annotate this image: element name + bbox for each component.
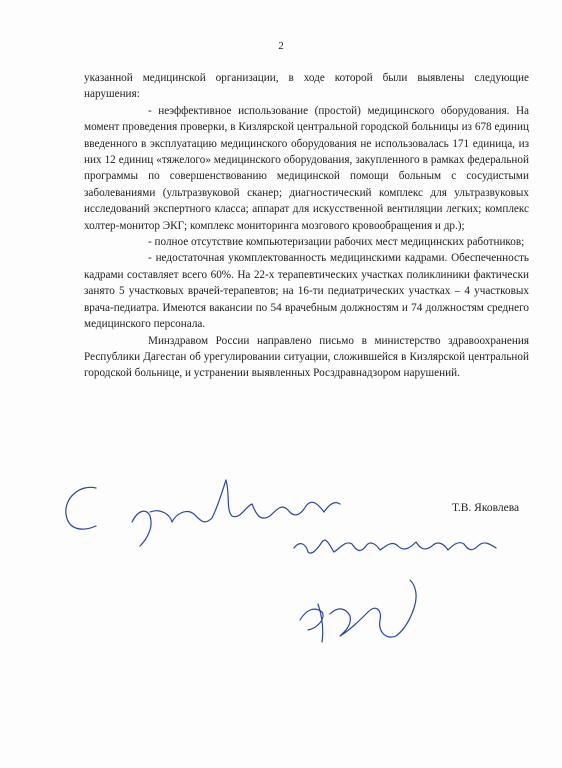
handwriting-s <box>66 487 96 529</box>
handwriting-uvazheniem <box>294 540 496 553</box>
paragraph-staffing: - недостаточная укомплектованность медицинскими кадрами. Обеспеченность кадрами составляет всего 60%. На 22-х терапевтических участках поликлиники фактически занято 5 участковых врачей-терапевтов; на 16-ти педиатрических участках – 4 участковых врача-педиатра. Имеются вакансии по 54 врачебным должностям и 74 должностям среднего медицинского персонала. <box>84 252 529 331</box>
paragraph-computerization: - полное отсутствие компьютеризации рабочих мест медицинских работников; <box>148 236 525 249</box>
signature-mark <box>300 580 416 642</box>
paragraph-ministry-letter: Минздравом России направлено письмо в министерство здравоохранения Республики Дагестан об урегулировании ситуации, сложившейся в Кизлярской центральной городской больнице, и устранении выявленных Росздравнадзором нарушений. <box>84 334 529 380</box>
page-number: 2 <box>278 40 284 52</box>
signer-name: Т.В. Яковлева <box>452 502 520 514</box>
paragraph-intro: указанной медицинской организации, в ходе которой были выявлены следующие нарушения: <box>84 72 529 101</box>
paragraph-equipment: - неэффективное использование (простой) медицинского оборудования. На момент проведения проверки, в Кизлярской центральной городской больницы из 678 единиц введенного в эксплуатацию медицинского оборудования не использовалась 171 единица, из них 12 единиц «тяжелого» медицинского оборудования, закупленного в рамках федеральной программы по совершенствованию медицинской помощи больным с сосудистыми заболеваниями (ультразвуковой сканер; диагностический комплекс для ультразвуковых исследований экспертного класса; аппарат для искусственной вентиляции легких; комплекс холтер-монитор ЭКГ; комплекс мониторинга мозгового кровообращения и др.); <box>84 104 529 232</box>
handwriting-glubokim <box>132 480 340 546</box>
